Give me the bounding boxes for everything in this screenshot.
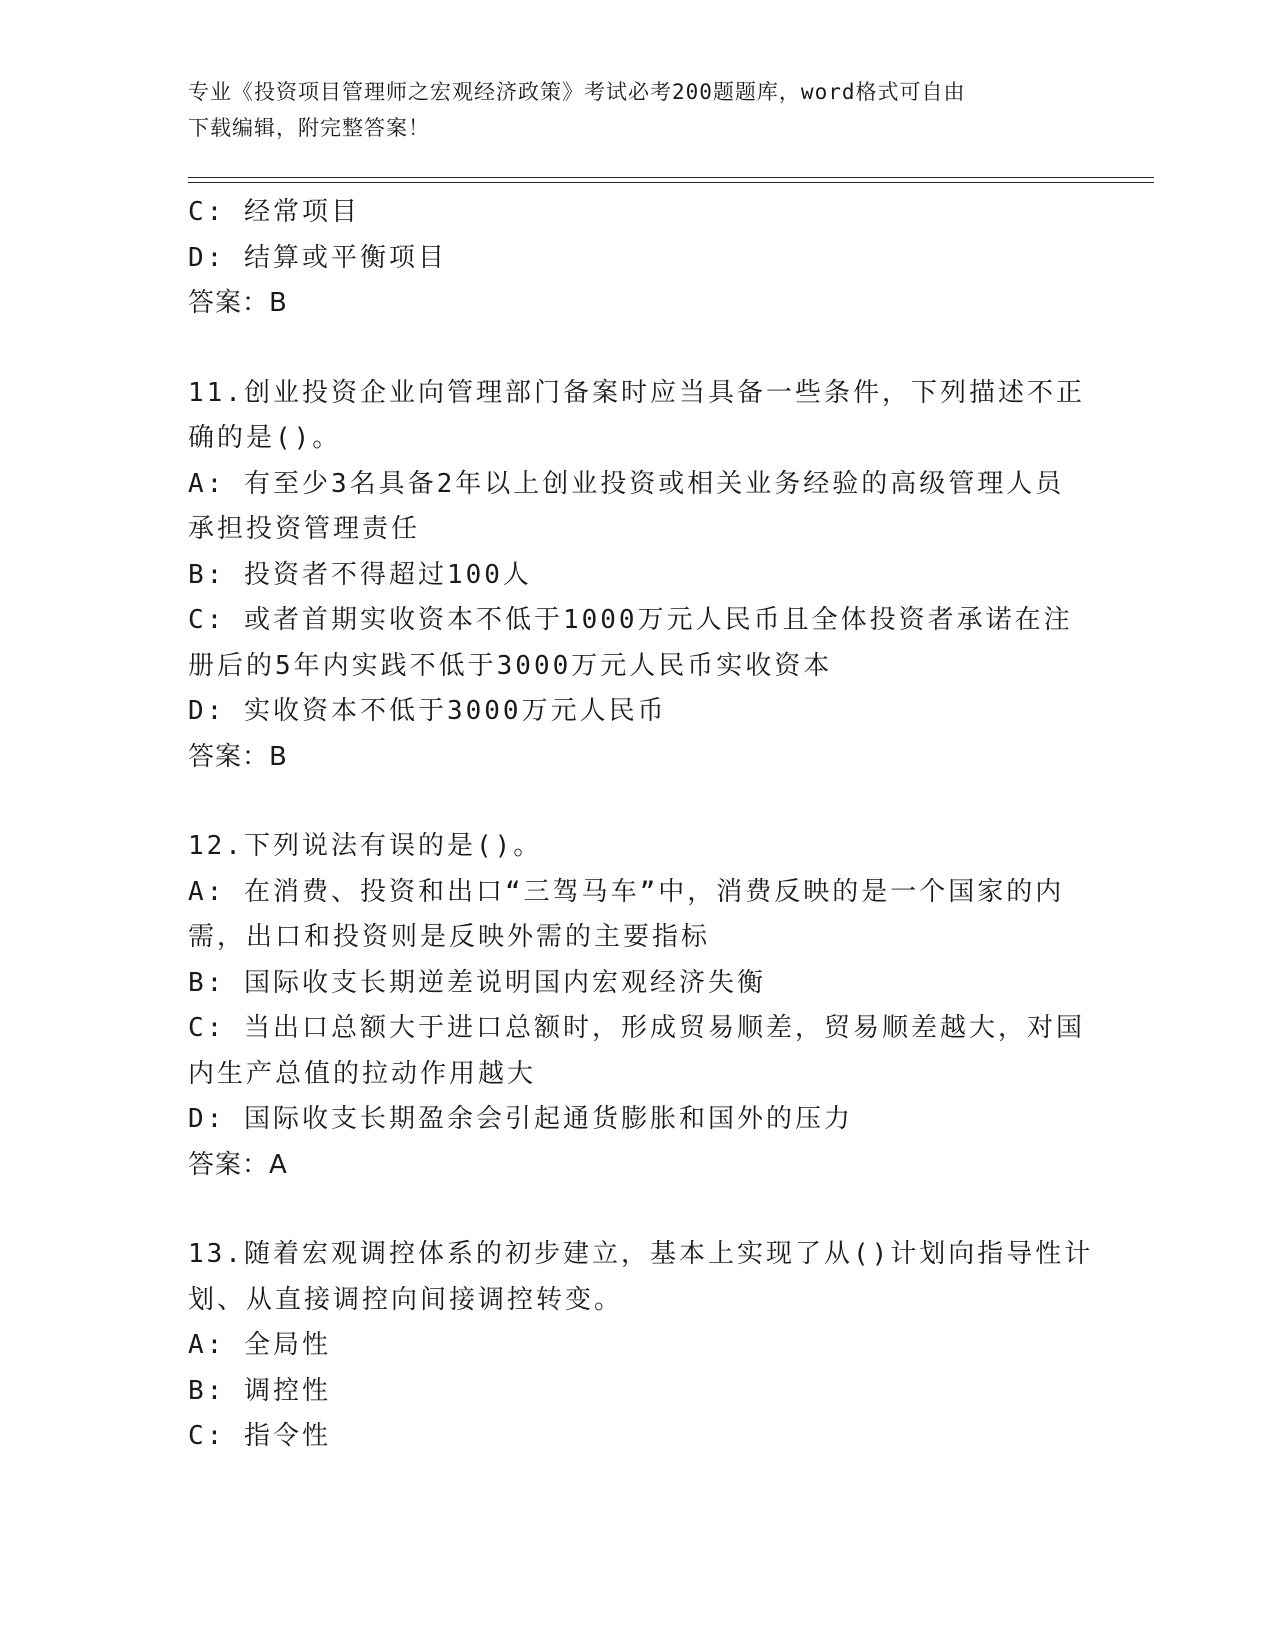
option-b: B: 投资者不得超过100人 bbox=[188, 559, 532, 590]
question-13 bbox=[188, 1232, 1094, 1460]
question-stem-continued: 划、从直接调控向间接调控转变。 bbox=[188, 1284, 624, 1315]
option-c-continued: 册后的5年内实践不低于3000万元人民币实收资本 bbox=[188, 650, 833, 681]
option-d: D: 结算或平衡项目 bbox=[188, 242, 447, 273]
header-line-1: 专业《投资项目管理师之宏观经济政策》考试必考200题题库，word格式可自由 bbox=[188, 80, 966, 104]
question-11 bbox=[188, 371, 1088, 781]
option-a: A: 有至少3名具备2年以上创业投资或相关业务经验的高级管理人员 bbox=[188, 468, 1065, 499]
option-a: A: 全局性 bbox=[188, 1330, 331, 1360]
option-c: C: 或者首期实收资本不低于1000万元人民币且全体投资者承诺在注 bbox=[188, 605, 1073, 635]
spacer bbox=[188, 780, 1088, 824]
answer-line: 答案：A bbox=[188, 1149, 288, 1180]
option-c: C: 经常项目 bbox=[188, 197, 360, 227]
spacer bbox=[188, 1188, 1088, 1232]
option-a-continued: 需，出口和投资则是反映外需的主要指标 bbox=[188, 922, 711, 952]
question-stem: 13.随着宏观调控体系的初步建立，基本上实现了从()计划向指导性计 bbox=[188, 1239, 1094, 1269]
header-divider-top bbox=[188, 177, 1154, 178]
question-10-tail bbox=[188, 190, 1088, 327]
option-a: A: 在消费、投资和出口“三驾马车”中，消费反映的是一个国家的内 bbox=[188, 876, 1065, 907]
option-c: C: 指令性 bbox=[188, 1421, 331, 1451]
option-d: D: 实收资本不低于3000万元人民币 bbox=[188, 696, 667, 726]
question-stem: 11.创业投资企业向管理部门备案时应当具备一些条件，下列描述不正 bbox=[188, 377, 1085, 408]
header-divider-bottom bbox=[188, 182, 1154, 183]
spacer bbox=[188, 327, 1088, 371]
header-line-2: 下载编辑，附完整答案！ bbox=[188, 116, 430, 140]
question-stem: 12.下列说法有误的是()。 bbox=[188, 831, 543, 861]
answer-line: 答案：B bbox=[188, 741, 288, 772]
option-a-continued: 承担投资管理责任 bbox=[188, 514, 421, 544]
document-header bbox=[188, 74, 1068, 146]
option-c: C: 当出口总额大于进口总额时，形成贸易顺差，贸易顺差越大，对国 bbox=[188, 1013, 1085, 1043]
option-b: B: 国际收支长期逆差说明国内宏观经济失衡 bbox=[188, 967, 766, 998]
option-b: B: 调控性 bbox=[188, 1375, 331, 1406]
question-content bbox=[188, 190, 1094, 1460]
option-d: D: 国际收支长期盈余会引起通货膨胀和国外的压力 bbox=[188, 1104, 853, 1134]
question-12 bbox=[188, 824, 1088, 1188]
question-stem-continued: 确的是()。 bbox=[188, 423, 342, 453]
option-c-continued: 内生产总值的拉动作用越大 bbox=[188, 1058, 537, 1089]
answer-line: 答案：B bbox=[188, 288, 288, 318]
